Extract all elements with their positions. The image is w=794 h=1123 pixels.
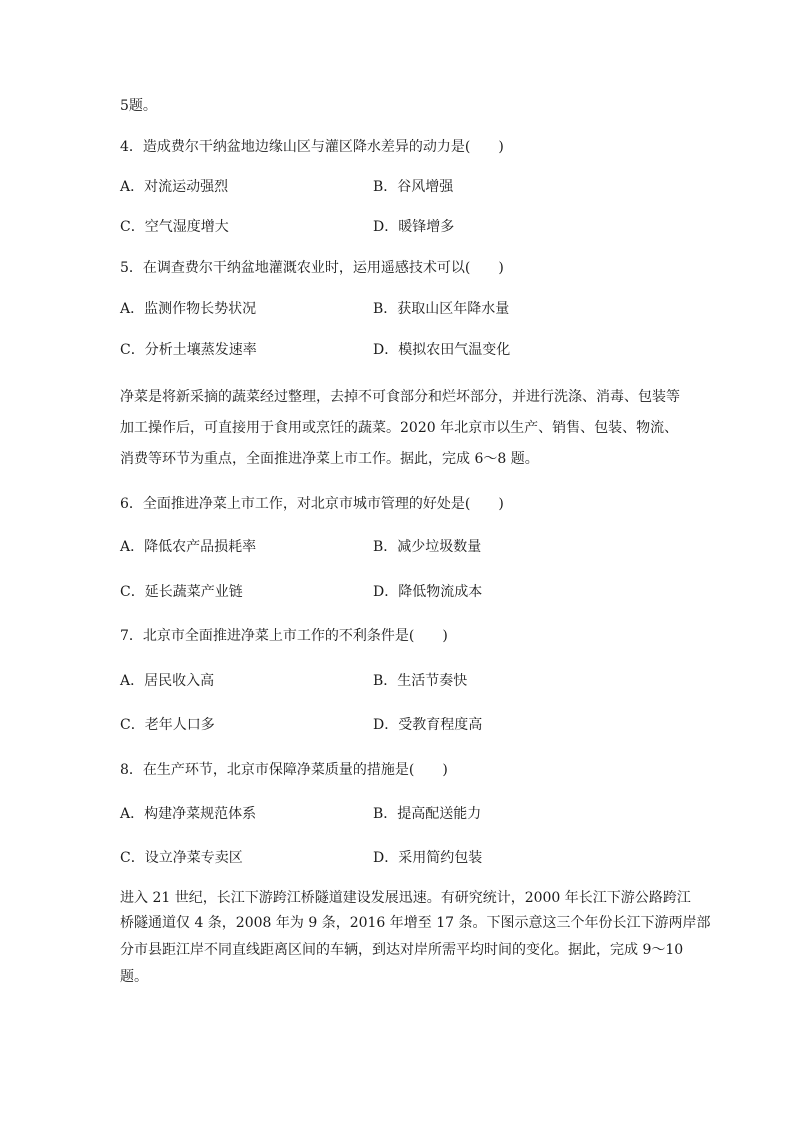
question-5-option-d: D．模拟农田气温变化 [373,342,511,358]
question-7-option-a: A．居民收入高 [120,673,215,689]
question-6-option-d: D．降低物流成本 [373,584,483,600]
question-5-option-c: C．分析土壤蒸发速率 [120,342,257,358]
question-6-option-a: A．降低农产品损耗率 [120,539,257,555]
passage-changjiang-line-2: 桥隧通道仅 4 条，2008 年为 9 条，2016 年增至 17 条。下图示意这三个年份长江下游两岸部 [120,915,711,931]
question-5-option-b: B．获取山区年降水量 [373,301,510,317]
question-4-option-d: D．暖锋增多 [373,219,455,235]
question-7-option-d: D．受教育程度高 [373,717,483,733]
question-4-option-b: B．谷风增强 [373,179,454,195]
question-7-option-b: B．生活节奏快 [373,673,468,689]
question-8-option-b: B．提高配送能力 [373,806,482,822]
question-5-option-a: A．监测作物长势状况 [120,301,257,317]
passage-changjiang-line-4: 题。 [120,969,148,985]
passage-jingcai-line-3: 消费等环节为重点，全面推进净菜上市工作。据此，完成 6～8 题。 [120,451,539,467]
passage-changjiang-line-1: 进入 21 世纪，长江下游跨江桥隧道建设发展迅速。有研究统计，2000 年长江下游公路跨江 [120,890,691,906]
intro-tail: 5题。 [120,98,157,114]
question-4-stem: 4．造成费尔干纳盆地边缘山区与灌区降水差异的动力是( ) [120,139,504,155]
question-8-stem: 8．在生产环节，北京市保障净菜质量的措施是( ) [120,762,448,778]
question-8-option-c: C．设立净菜专卖区 [120,850,243,866]
question-6-option-b: B．减少垃圾数量 [373,539,482,555]
passage-changjiang-line-3: 分市县距江岸不同直线距离区间的车辆，到达对岸所需平均时间的变化。据此，完成 9～10 [120,942,684,958]
question-4-option-c: C．空气湿度增大 [120,219,229,235]
question-7-stem: 7．北京市全面推进净菜上市工作的不利条件是( ) [120,628,448,644]
question-7-option-c: C．老年人口多 [120,717,215,733]
question-5-stem: 5．在调查费尔干纳盆地灌溉农业时，运用遥感技术可以( ) [120,260,504,276]
question-8-option-d: D．采用简约包装 [373,850,483,866]
question-6-stem: 6．全面推进净菜上市工作，对北京市城市管理的好处是( ) [120,496,504,512]
question-8-option-a: A．构建净菜规范体系 [120,806,257,822]
passage-jingcai-line-2: 加工操作后，可直接用于食用或烹饪的蔬菜。2020 年北京市以生产、销售、包装、物流、 [120,420,679,436]
passage-jingcai-line-1: 净菜是将新采摘的蔬菜经过整理，去掉不可食部分和烂坏部分，并进行洗涤、消毒、包装等 [120,389,680,405]
question-4-option-a: A．对流运动强烈 [120,179,229,195]
question-6-option-c: C．延长蔬菜产业链 [120,584,243,600]
